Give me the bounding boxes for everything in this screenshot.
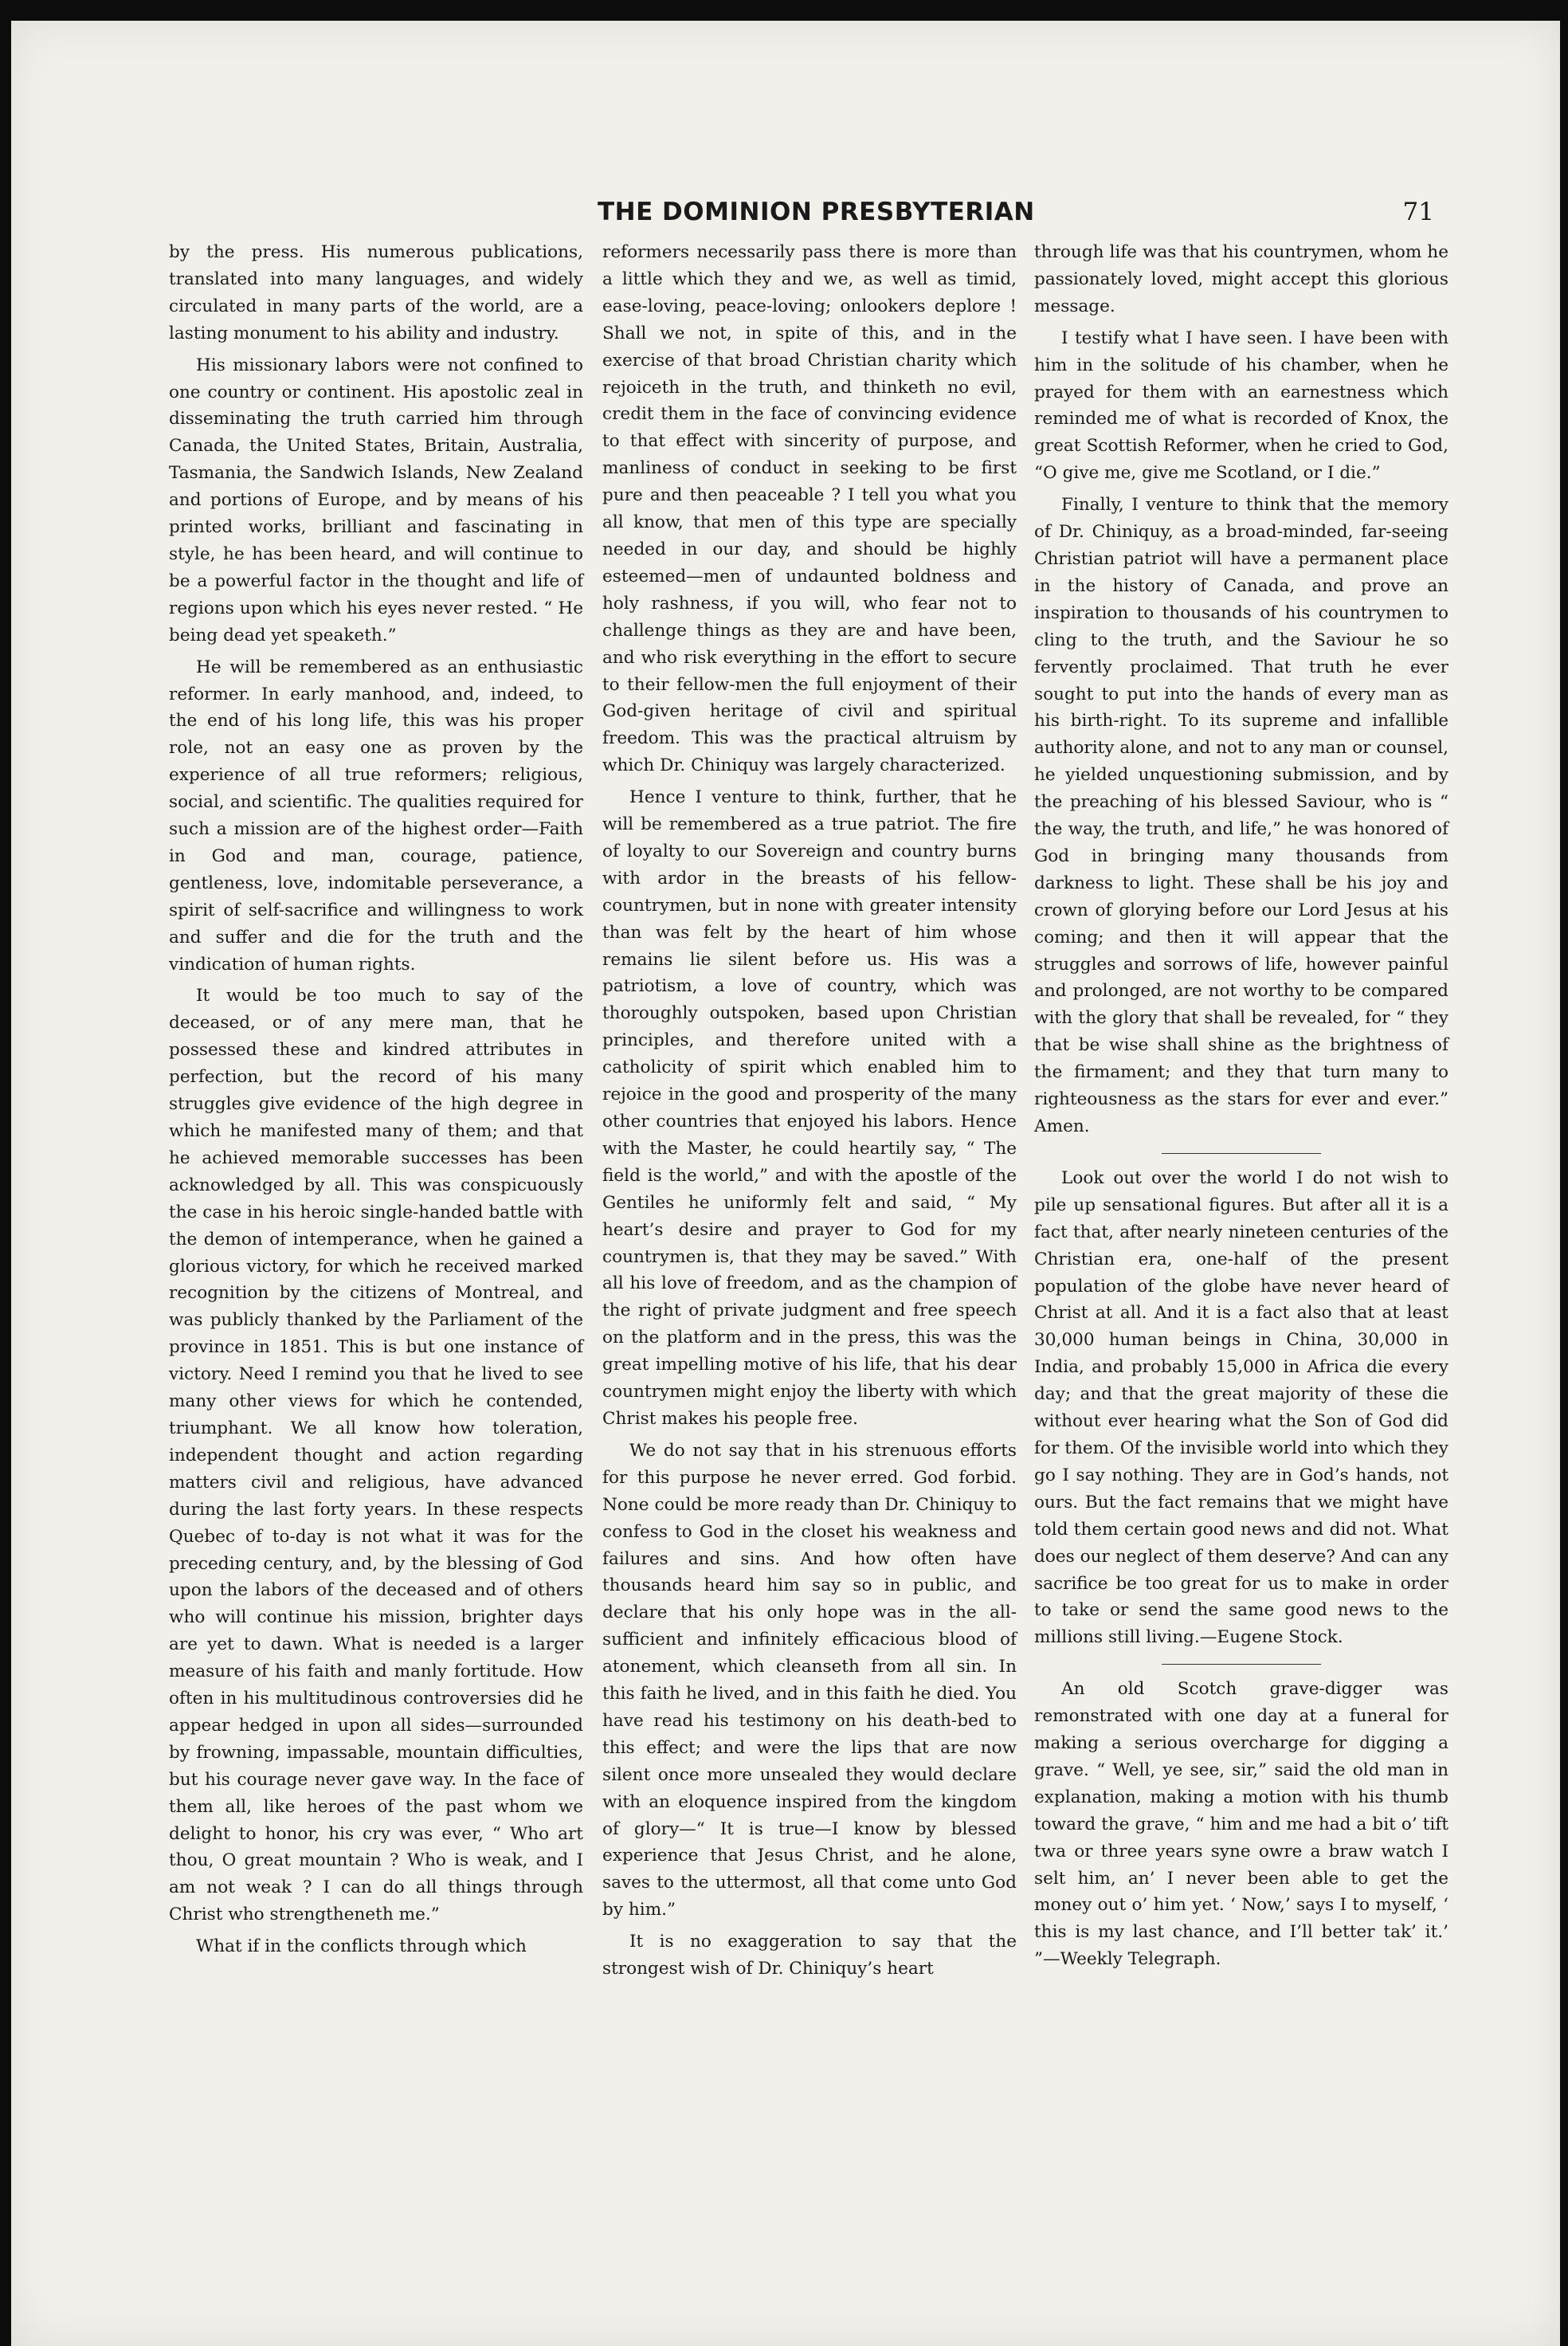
article-paragraph: I testify what I have seen. I have been with him in the solitude of his chamber, when he prayed for them with an earnestness which reminded me of what is recorded of Knox, the great Scottish Reformer, when he cried to God, “O give me, give me Scotland, or I die.”: [1034, 328, 1448, 484]
article-paragraph: by the press. His numerous publications, translated into many languages, and widely circulated in many parts of the world, are a lasting monument to his ability and industry.: [169, 242, 583, 343]
article-paragraph: We do not say that in his strenuous efforts for this purpose he never erred. God forbid. None could be more ready than Dr. Chiniquy to confess to God in the closet his weakness and failures and sins. And how often have thousands heard him say so in public, and declare that his only hope was in the all-sufficient and infinitely efficacious blood of atonement, which cleanseth from all sin. In this faith he lived, and in this faith he died. You have read his testimony on his death-bed to this effect; and were the lips that are now silent once more unsealed they would declare with an eloquence inspired from the kingdom of glory—“ It is true—I know by blessed experience that Jesus Christ, and he alone, saves to the uttermost, all that come unto God by him.”: [602, 1440, 1017, 1920]
page-header: [127, 198, 1434, 230]
article-paragraph: He will be remembered as an enthusiastic reformer. In early manhood, and, indeed, to the end of his long life, this was his proper role, not an easy one as proven by the experience of all true reformers; religious, social, and scientific. The qualities required for such a mission are of the highest order—Faith in God and man, courage, patience, gentleness, love, indomitable perseverance, a spirit of self-sacrifice and willingness to work and suffer and die for the truth and the vindication of human rights.: [169, 657, 583, 975]
text-column-2: [602, 239, 1017, 2231]
running-title: THE DOMINION PRESBYTERIAN: [598, 198, 1035, 226]
page-number: 71: [1402, 198, 1434, 226]
article-paragraph: Hence I venture to think, further, that he will be remembered as a true patriot. The fire of loyalty to our Sovereign and country burns with ardor in the breasts of his fellow-countrymen, but in none with greater intensity than was felt by the heart of him whose remains lie silent before us. His was a patriotism, a love of country, which was thoroughly outspoken, based upon Christian principles, and therefore united with a catholicity of spirit which enabled him to rejoice in the good and prosperity of the many other countries that enjoyed his labors. Hence with the Master, he could heartily say, “ The field is the world,” and with the apostle of the Gentiles he uniformly felt and said, “ My heart’s desire and prayer to God for my countrymen is, that they may be saved.” With all his love of freedom, and as the champion of the right of private judgment and free speech on the platform and in the press, this was the great impelling motive of his life, that his dear countrymen might enjoy the liberty with which Christ makes his people free.: [602, 787, 1017, 1429]
article-paragraph: Look out over the world I do not wish to pile up sensational figures. But after all it is a fact that, after nearly nineteen centuries of the Christian era, one-half of the present population of the globe have never heard of Christ at all. And it is a fact also that at least 30,000 human beings in China, 30,000 in India, and probably 15,000 in Africa die every day; and that the great majority of these die without ever hearing what the Son of God did for them. Of the invisible world into which they go I say nothing. They are in God’s hands, not ours. But the fact remains that we might have told them certain good news and did not. What does our neglect of them deserve? And can any sacrifice be too great for us to make in order to take or send the same good news to the millions still living.—Eugene Stock.: [1034, 1167, 1448, 1648]
article-paragraph: His missionary labors were not confined to one country or continent. His apostolic zeal in disseminating the truth carried him through Canada, the United States, Britain, Australia, Tasmania, the Sandwich Islands, New Zealand and portions of Europe, and by means of his printed works, brilliant and fascinating in style, he has been heard, and will continue to be a powerful factor in the thought and life of regions upon which his eyes never rested. “ He being dead yet speaketh.”: [169, 355, 583, 645]
article-paragraph: reformers necessarily pass there is more than a little which they and we, as well as timid, ease-loving, peace-loving; onlookers deplore ! Shall we not, in spite of this, and in the exercise of that broad Christian charity which rejoiceth in the truth, and thinketh no evil, credit them in the face of convincing evidence to that effect with sincerity of purpose, and manliness of conduct in seeking to be first pure and then peaceable ? I tell you what you all know, that men of this type are specially needed in our day, and should be highly esteemed—men of undaunted boldness and holy rashness, if you will, who fear not to challenge things as they are and have been, and who risk everything in the effort to secure to their fellow-men the full enjoyment of their God-given heritage of civil and spiritual freedom. This was the practical altruism by which Dr. Chiniquy was largely characterized.: [602, 242, 1017, 776]
section-divider: [1162, 1153, 1321, 1154]
section-divider: [1162, 1664, 1321, 1665]
article-paragraph: Finally, I venture to think that the memory of Dr. Chiniquy, as a broad-minded, far-seeing Christian patriot will have a permanent place in the history of Canada, and prove an inspiration to thousands of his countrymen to cling to the truth, and the Saviour he so fervently proclaimed. That truth he ever sought to put into the hands of every man as his birth-right. To its supreme and infallible authority alone, and not to any man or counsel, he yielded unquestioning submission, and by the preaching of his blessed Saviour, who is “ the way, the truth, and life,” he was honored of God in bringing many thousands from darkness to light. These shall be his joy and crown of glorying before our Lord Jesus at his coming; and then it will appear that the struggles and sorrows of life, however painful and prolonged, are not worthy to be compared with the glory that shall be revealed, for “ they that be wise shall shine as the brightness of the firmament; and they that turn many to righteousness as the stars for ever and ever.” Amen.: [1034, 495, 1448, 1136]
article-paragraph: through life was that his countrymen, whom he passionately loved, might accept this glorious message.: [1034, 242, 1448, 316]
text-column-1: [169, 239, 583, 2231]
article-paragraph: It is no exaggeration to say that the strongest wish of Dr. Chiniquy’s heart: [602, 1932, 1017, 1979]
article-paragraph: What if in the conflicts through which: [196, 1936, 527, 1957]
article-paragraph: It would be too much to say of the deceased, or of any mere man, that he possessed these and kindred attributes in perfection, but the record of his many struggles give evidence of the high degree in which he manifested many of them; and that he achieved memorable successes has been acknowledged by all. This was conspicuously the case in his heroic single-handed battle with the demon of intemperance, when he gained a glorious victory, for which he received marked recognition by the citizens of Montreal, and was publicly thanked by the Parliament of the province in 1851. This is but one instance of victory. Need I remind you that he lived to see many other views for which he contended, triumphant. We all know how toleration, independent thought and action regarding matters civil and religious, have advanced during the last forty years. In these respects Quebec of to-day is not what it was for the preceding century, and, by the blessing of God upon the labors of the deceased and of others who will continue his mission, brighter days are yet to dawn. What is needed is a larger measure of his faith and manly fortitude. How often in his multitudinous controversies did he appear hedged in upon all sides—surrounded by frowning, impassable, mountain difficulties, but his courage never gave way. In the face of them all, like heroes of the past whom we delight to honor, his cry was ever, “ Who art thou, O great mountain ? Who is weak, and I am not weak ? I can do all things through Christ who strengtheneth me.”: [169, 986, 583, 1925]
article-paragraph: An old Scotch grave-digger was remonstrated with one day at a funeral for making a serious overcharge for digging a grave. “ Well, ye see, sir,” said the old man in explanation, making a motion with his thumb toward the grave, “ him and me had a bit o’ tift twa or three years syne owre a braw watch I selt him, an’ I never been able to get the money out o’ him yet. ‘ Now,’ says I to myself, ‘ this is my last chance, and I’ll better tak’ it.’ ”—Weekly Telegraph.: [1034, 1679, 1448, 1970]
text-column-3: [1034, 239, 1448, 2231]
